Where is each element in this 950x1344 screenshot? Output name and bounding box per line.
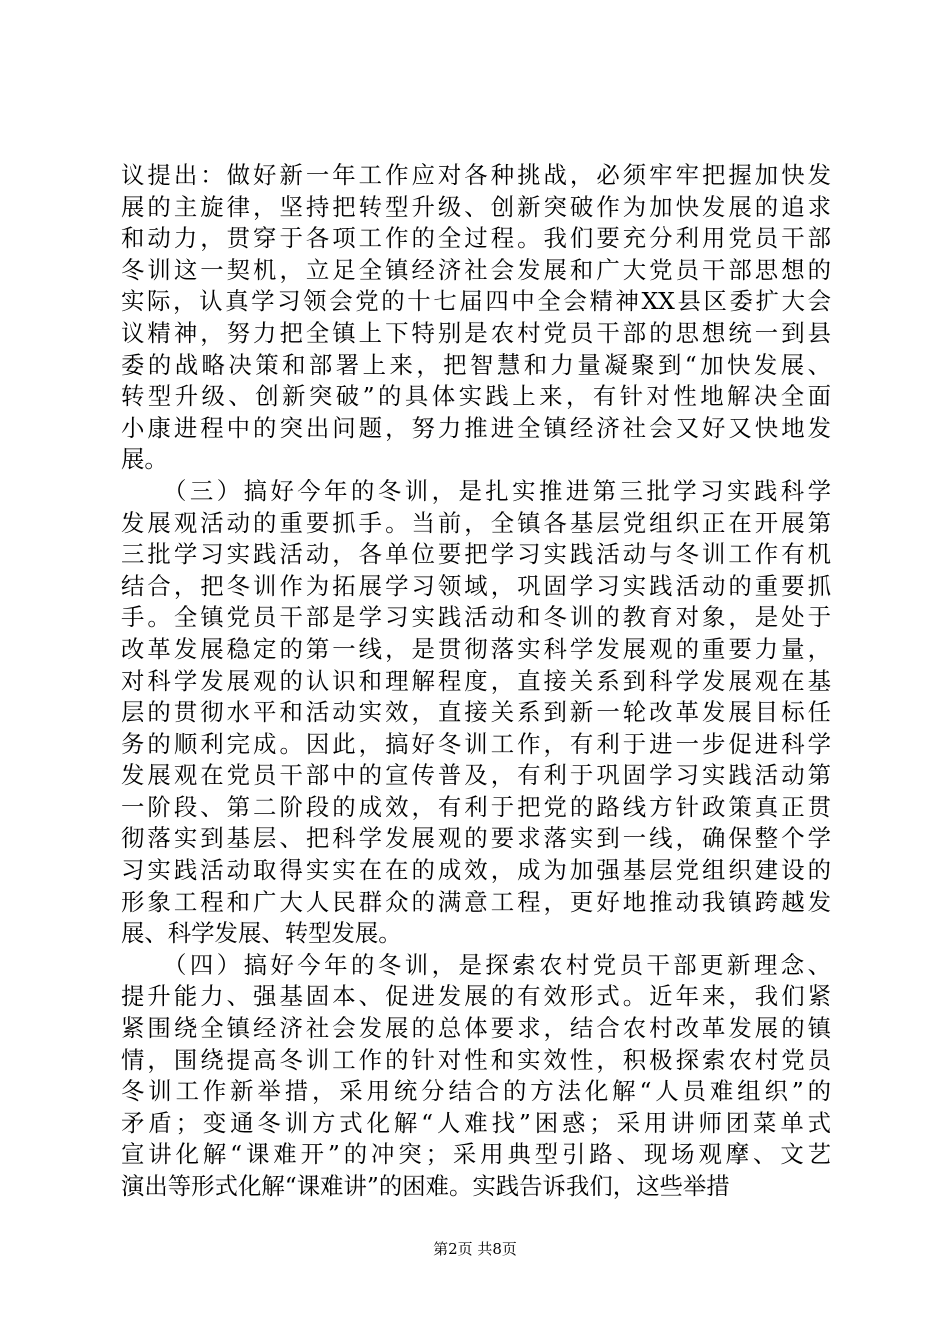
text-line: 宣讲化解“课难开”的冲突；采用典型引路、现场观摩、文艺: [121, 1140, 831, 1169]
text-line: 层的贯彻水平和活动实效，直接关系到新一轮改革发展目标任: [121, 698, 831, 727]
text-line: 冬训这一契机，立足全镇经济社会发展和广大党员干部思想的: [121, 255, 831, 284]
text-line: 彻落实到基层、把科学发展观的要求落实到一线，确保整个学: [121, 824, 831, 853]
text-line: （三）搞好今年的冬训，是扎实推进第三批学习实践科学: [121, 476, 831, 505]
text-line: 矛盾；变通冬训方式化解“人难找”困惑；采用讲师团菜单式: [121, 1108, 831, 1137]
text-line: 务的顺利完成。因此，搞好冬训工作，有利于进一步促进科学: [121, 729, 831, 758]
text-line: 改革发展稳定的第一线，是贯彻落实科学发展观的重要力量，: [121, 634, 831, 663]
text-line: 习实践活动取得实实在在的成效，成为加强基层党组织建设的: [121, 856, 831, 885]
text-line: 展的主旋律，坚持把转型升级、创新突破作为加快发展的追求: [121, 192, 831, 221]
text-line: 对科学发展观的认识和理解程度，直接关系到科学发展观在基: [121, 666, 831, 695]
text-line: 实际，认真学习领会党的十七届四中全会精神XX县区委扩大会: [121, 287, 831, 316]
text-line: 展、科学发展、转型发展。: [121, 919, 402, 948]
text-line: 结合，把冬训作为拓展学习领域，巩固学习实践活动的重要抓: [121, 571, 831, 600]
text-line: 紧围绕全镇经济社会发展的总体要求，结合农村改革发展的镇: [121, 1014, 831, 1043]
text-line: 委的战略决策和部署上来，把智慧和力量凝聚到“加快发展、: [121, 350, 831, 379]
text-line: 议精神，努力把全镇上下特别是农村党员干部的思想统一到县: [121, 318, 831, 347]
text-line: 发展观在党员干部中的宣传普及，有利于巩固学习实践活动第: [121, 761, 831, 790]
text-line: 转型升级、创新突破”的具体实践上来，有针对性地解决全面: [121, 382, 831, 411]
text-line: 形象工程和广大人民群众的满意工程，更好地推动我镇跨越发: [121, 887, 831, 916]
text-line: 提升能力、强基固本、促进发展的有效形式。近年来，我们紧: [121, 982, 831, 1011]
paragraph: [121, 476, 831, 950]
text-line: 议提出：做好新一年工作应对各种挑战，必须牢牢把握加快发: [121, 161, 831, 189]
text-line: 手。全镇党员干部是学习实践活动和冬训的教育对象，是处于: [121, 603, 831, 632]
page-footer: 第2页 共8页: [433, 1240, 517, 1258]
text-line: 展。: [121, 445, 168, 474]
text-line: 三批学习实践活动，各单位要把学习实践活动与冬训工作有机: [121, 540, 831, 569]
text-line: 小康进程中的突出问题，努力推进全镇经济社会又好又快地发: [121, 413, 831, 442]
text-line: 一阶段、第二阶段的成效，有利于把党的路线方针政策真正贯: [121, 792, 831, 821]
text-line: 冬训工作新举措，采用统分结合的方法化解“人员难组织”的: [121, 1077, 831, 1106]
document-body: [121, 160, 831, 1203]
text-line: 演出等形式化解“课难讲”的困难。实践告诉我们，这些举措: [121, 1172, 730, 1200]
text-line: （四）搞好今年的冬训，是探索农村党员干部更新理念、: [121, 950, 831, 979]
paragraph: [121, 160, 831, 476]
text-line: 和动力，贯穿于各项工作的全过程。我们要充分利用党员干部: [121, 224, 831, 253]
paragraph: [121, 950, 831, 1203]
text-line: 发展观活动的重要抓手。当前，全镇各基层党组织正在开展第: [121, 508, 831, 537]
text-line: 情，围绕提高冬训工作的针对性和实效性，积极探索农村党员: [121, 1045, 831, 1074]
